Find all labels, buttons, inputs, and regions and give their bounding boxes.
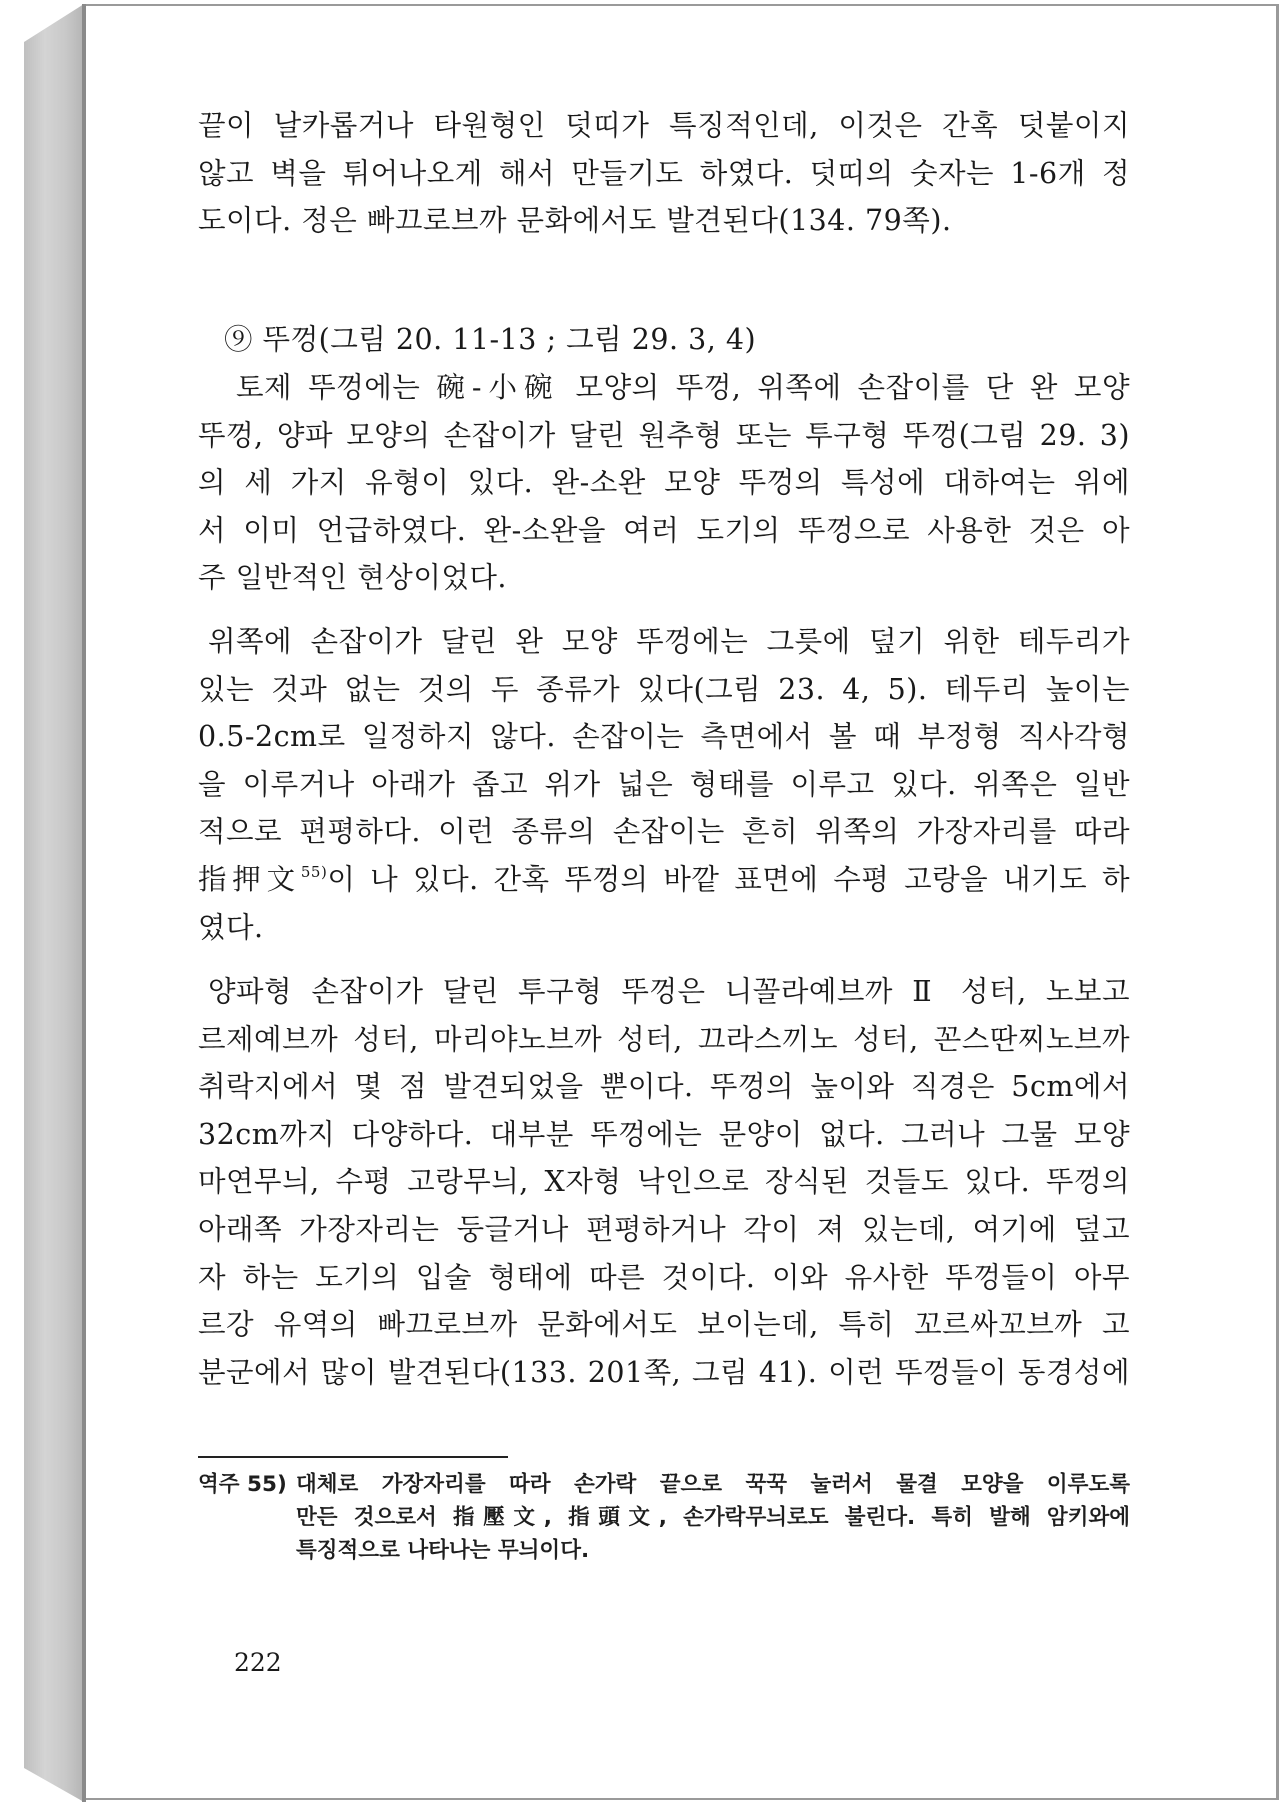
text-line: 취락지에서 몇 점 발견되었을 뿐이다. 뚜껑의 높이와 직경은 5cm에서 bbox=[198, 1070, 1130, 1104]
text-line: 마연무늬, 수평 고랑무늬, X자형 낙인으로 장식된 것들도 있다. 뚜껑의 bbox=[198, 1165, 1130, 1199]
text-line: 을 이루거나 아래가 좁고 위가 넓은 형태를 이루고 있다. 위쪽은 일반 bbox=[198, 767, 1130, 801]
text-line: 토제 뚜껑에는 碗-小碗 모양의 뚜껑, 위쪽에 손잡이를 단 완 모양 bbox=[236, 371, 1130, 404]
paragraph-top bbox=[198, 102, 1130, 245]
text-line: 위쪽에 손잡이가 달린 완 모양 뚜껑에는 그릇에 덮기 위한 테두리가 bbox=[208, 625, 1130, 658]
paragraph-2 bbox=[198, 618, 1130, 951]
text-line: 않고 벽을 튀어나오게 해서 만들기도 하였다. 덧띠의 숫자는 1-6개 정 bbox=[198, 156, 1130, 190]
paragraph-1 bbox=[198, 364, 1130, 602]
text-line: 끝이 날카롭거나 타원형인 덧띠가 특징적인데, 이것은 간혹 덧붙이지 bbox=[198, 109, 1130, 142]
text-line: 르제예브까 성터, 마리야노브까 성터, 끄라스끼노 성터, 꼰스딴찌노브까 bbox=[198, 1022, 1130, 1056]
text-line: 아래쪽 가장자리는 둥글거나 편평하거나 각이 져 있는데, 여기에 덮고 bbox=[198, 1212, 1130, 1246]
footnote-line: 만든 것으로서 指壓文, 指頭文, 손가락무늬로도 불린다. 특히 발해 암키와에 bbox=[296, 1505, 1130, 1530]
text-line-with-footnote bbox=[198, 856, 1130, 904]
footnote-line: 특징적으로 나타나는 무늬이다. bbox=[296, 1538, 590, 1563]
page-number: 222 bbox=[234, 1648, 282, 1677]
text-line: 서 이미 언급하였다. 완-소완을 여러 도기의 뚜껑으로 사용한 것은 아 bbox=[198, 513, 1130, 547]
text-line: 분군에서 많이 발견된다(133. 201쪽, 그림 41). 이런 뚜껑들이 동경성에 bbox=[198, 1355, 1130, 1389]
text-line: 0.5-2cm로 일정하지 않다. 손잡이는 측면에서 볼 때 부정형 직사각형 bbox=[198, 720, 1130, 754]
section-heading bbox=[224, 316, 1156, 364]
text-line: 도이다. 정은 빠끄로브까 문화에서도 발견된다(134. 79쪽). bbox=[198, 204, 952, 238]
footnote-text bbox=[296, 1468, 1130, 1567]
footnote-marker: 55) bbox=[300, 862, 328, 881]
text-line: 양파형 손잡이가 달린 투구형 뚜껑은 니꼴라예브까 Ⅱ 성터, 노보고 bbox=[208, 975, 1130, 1008]
section-heading-text: ⑨ 뚜껑(그림 20. 11-13 ; 그림 29. 3, 4) bbox=[224, 323, 757, 356]
text-line: 자 하는 도기의 입술 형태에 따른 것이다. 이와 유사한 뚜껑들이 아무 bbox=[198, 1260, 1130, 1294]
footnote-label: 역주 55) bbox=[198, 1472, 287, 1497]
paragraph-3 bbox=[198, 968, 1130, 1396]
text-fragment: 指押文 bbox=[198, 862, 301, 896]
text-line: 있는 것과 없는 것의 두 종류가 있다(그림 23. 4, 5). 테두리 높이는 bbox=[198, 672, 1130, 706]
text-line: 주 일반적인 현상이었다. bbox=[198, 561, 507, 595]
text-fragment: 이 나 있다. 간혹 뚜껑의 바깥 표면에 수평 고랑을 내기도 하 bbox=[327, 862, 1130, 896]
text-line: 적으로 편평하다. 이런 종류의 손잡이는 흔히 위쪽의 가장자리를 따라 bbox=[198, 815, 1130, 849]
text-line: 르강 유역의 빠끄로브까 문화에서도 보이는데, 특히 꼬르싸꼬브까 고 bbox=[198, 1308, 1130, 1342]
book-spine bbox=[24, 4, 84, 1802]
text-line: 32cm까지 다양하다. 대부분 뚜껑에는 문양이 없다. 그러나 그물 모양 bbox=[198, 1117, 1130, 1151]
text-line: 의 세 가지 유형이 있다. 완-소완 모양 뚜껑의 특성에 대하여는 위에 bbox=[198, 466, 1130, 500]
footnote-divider bbox=[198, 1456, 508, 1458]
text-line: 였다. bbox=[198, 910, 264, 944]
footnote-line: 대체로 가장자리를 따라 손가락 끝으로 꾹꾹 눌러서 물결 모양을 이루도록 bbox=[296, 1472, 1130, 1497]
book-page bbox=[86, 4, 1279, 1800]
text-line: 뚜껑, 양파 모양의 손잡이가 달린 원추형 또는 투구형 뚜껑(그림 29. 3) bbox=[198, 418, 1130, 452]
